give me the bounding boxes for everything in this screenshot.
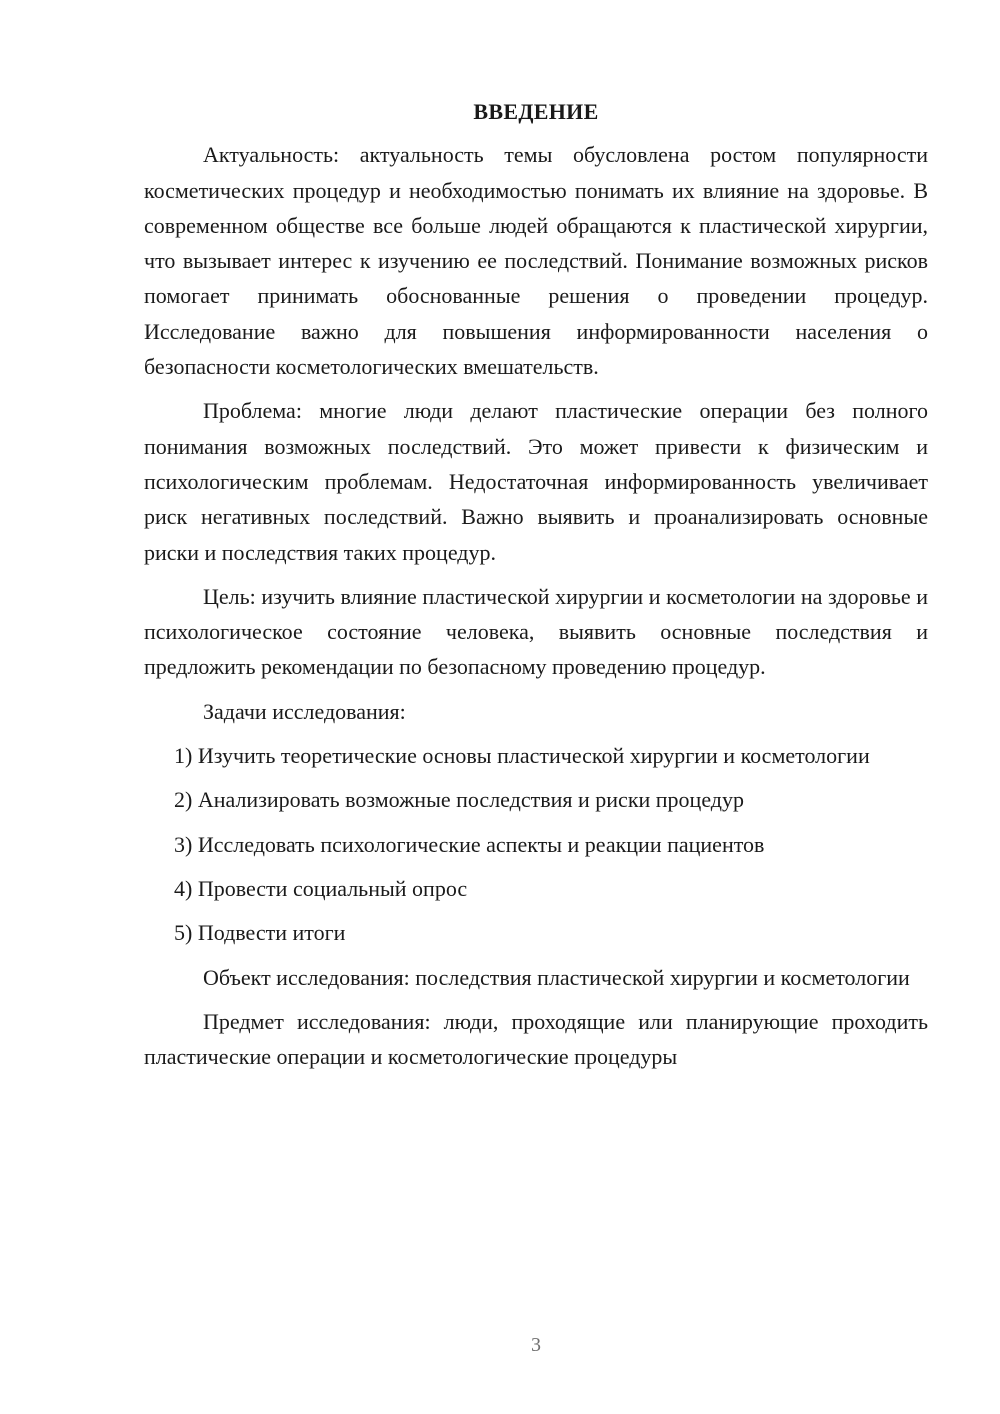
subject-paragraph: Предмет исследования: люди, проходящие или планирующие проходить пластические операции и косметологические процедуры (144, 1008, 928, 1070)
tasks-list (144, 738, 928, 950)
list-item: 1) Изучить теоретические основы пластической хирургии и косметологии (174, 743, 870, 769)
tasks-heading: Задачи исследования: (203, 698, 406, 724)
list-item: 3) Исследовать психологические аспекты и реакции пациентов (174, 831, 765, 857)
object-paragraph: Объект исследования: последствия пластической хирургии и косметологии (203, 964, 910, 990)
page-number: 3 (531, 1334, 541, 1356)
section-title: ВВЕДЕНИЕ (473, 99, 599, 124)
list-item: 2) Анализировать возможные последствия и риски процедур (174, 787, 744, 813)
problem-paragraph: Проблема: многие люди делают пластические операции без полного понимания возможных последствий. Это может привести к физическим и психологическим проблемам. Недостаточная информированность увеличивает риск негативных последствий. Важно выявить и проанализировать основные риски и последствия таких процедур. (144, 398, 928, 565)
relevance-paragraph: Актуальность: актуальность темы обусловлена ростом популярности косметических процедур и необходимостью понимать их влияние на здоровье. В современном обществе все больше людей обращаются к пластической хирургии, что вызывает интерес к изучению ее последствий. Понимание возможных рисков помогает принимать обоснованные решения о проведении процедур. Исследование важно для повышения информированности населения о безопасности косметологических вмешательств. (144, 142, 928, 380)
list-item: 4) Провести социальный опрос (174, 875, 468, 901)
goal-paragraph: Цель: изучить влияние пластической хирургии и косметологии на здоровье и психологическое состояние человека, выявить основные последствия и предложить рекомендации по безопасному проведению процедур. (144, 583, 928, 680)
document-page (144, 94, 928, 1083)
list-item: 5) Подвести итоги (174, 920, 346, 946)
